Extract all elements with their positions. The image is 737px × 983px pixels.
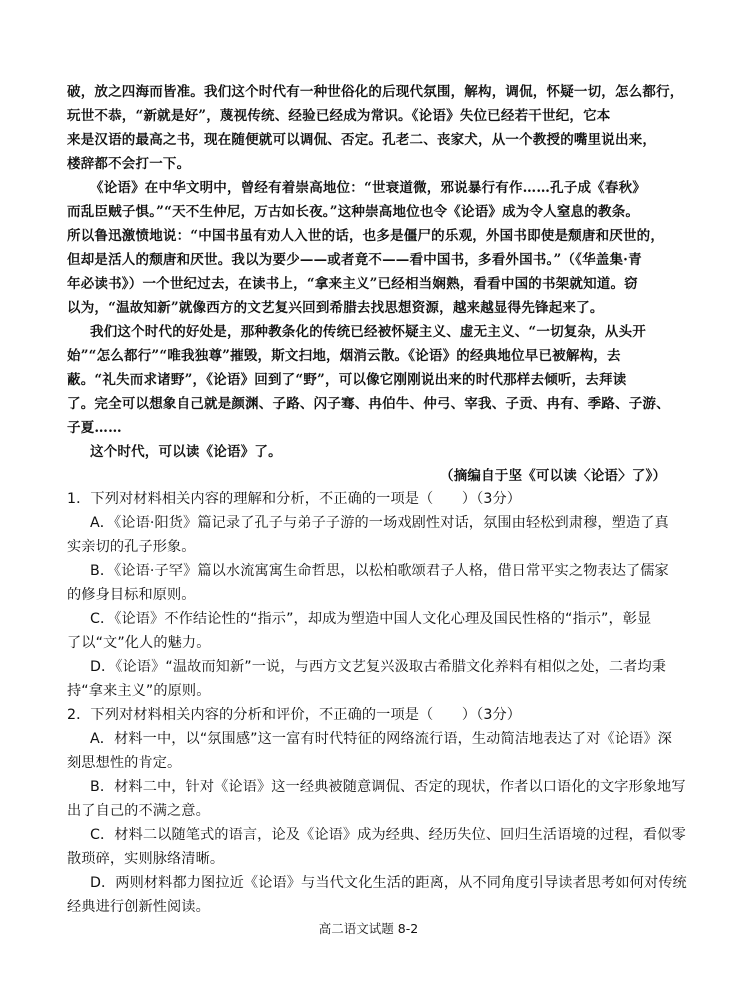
question-1-option-d: D．《论语》“温故而知新”一说，与西方文艺复兴汲取古希腊文化养料有相似之处，二者均秉 bbox=[90, 659, 667, 675]
question-1-option-c-cont: 了以“文”化人的魅力。 bbox=[67, 635, 211, 651]
question-1-option-c: C．《论语》不作结论性的“指示”，却成为塑造中国人文化心理及国民性格的“指示”，彰显 bbox=[90, 611, 652, 627]
material-line: 始”“怎么都行”“唯我独尊”摧毁，斯文扫地，烟消云散。《论语》的经典地位早已被解构，去 bbox=[67, 348, 621, 364]
material-line: 这个时代，可以读《论语》了。 bbox=[90, 444, 282, 460]
question-2-option-d: D．两则材料都力图拉近《论语》与当代文化生活的距离，从不同角度引导读者思考如何对传统 bbox=[90, 875, 687, 891]
question-2-option-a-cont: 刻思想性的肯定。 bbox=[67, 755, 182, 771]
material-line: 蔽。“礼失而求诸野”，《论语》回到了“野”，可以像它刚刚说出来的时代那样去倾听，去拜读 bbox=[67, 372, 627, 388]
question-1-option-a: A．《论语·阳货》篇记录了孔子与弟子子游的一场戏剧性对话，氛围由轻松到肃穆，塑造了真 bbox=[90, 515, 669, 531]
question-1-option-d-cont: 持“拿来主义”的原则。 bbox=[67, 683, 211, 699]
material-line: 《论语》在中华文明中，曾经有着崇高地位：“世衰道微，邪说暴行有作……孔子成《春秋》 bbox=[90, 180, 646, 196]
material-line: 所以鲁迅激愤地说：“中国书虽有劝人入世的话，也多是僵尸的乐观，外国书即使是颓唐和厌世的， bbox=[67, 228, 665, 244]
question-2-option-b: B．材料二中，针对《论语》这一经典被随意调侃、否定的现状，作者以口语化的文字形象地写 bbox=[90, 779, 686, 795]
question-2-option-c: C．材料二以随笔式的语言，论及《论语》成为经典、经历失位、回归生活语境的过程，看似零 bbox=[90, 827, 686, 843]
material-line: 玩世不恭，“新就是好”，蔑视传统、经验已经成为常识。《论语》失位已经若干世纪，它本 bbox=[67, 108, 611, 124]
question-2-option-c-cont: 散琐碎，实则脉络清晰。 bbox=[67, 851, 225, 867]
question-1-option-b-cont: 的修身目标和原则。 bbox=[67, 587, 196, 603]
material-line: 来是汉语的最高之书，现在随便就可以调侃、否定。孔老二、丧家犬，从一个教授的嘴里说出来， bbox=[67, 132, 657, 148]
material-line: 破，放之四海而皆准。我们这个时代有一种世俗化的后现代氛围，解构，调侃，怀疑一切，怎么都行， bbox=[67, 84, 684, 100]
question-2-option-a: A．材料一中，以“氛围感”这一富有时代特征的网络流行语，生动简洁地表达了对《论语》深 bbox=[90, 731, 672, 747]
question-2-option-b-cont: 出了自己的不满之意。 bbox=[67, 803, 210, 819]
material-line: 而乱臣贼子惧。”“天不生仲尼，万古如长夜。”这种崇高地位也令《论语》成为令人窒息的教条。 bbox=[67, 204, 640, 220]
question-2-option-d-cont: 经典进行创新性阅读。 bbox=[67, 899, 210, 915]
material-line: 子夏…… bbox=[67, 420, 122, 436]
question-1-stem: 1．下列对材料相关内容的理解和分析，不正确的一项是（ ）（3分） bbox=[67, 491, 522, 507]
question-1-option-a-cont: 实亲切的孔子形象。 bbox=[67, 539, 196, 555]
question-1-option-b: B．《论语·子罕》篇以水流寓寓生命哲思，以松柏歌颂君子人格，借日常平实之物表达了儒家 bbox=[90, 563, 669, 579]
material-line: 我们这个时代的好处是，那种教条化的传统已经被怀疑主义、虚无主义、“一切复杂，从头开 bbox=[90, 324, 646, 340]
page-footer: 高二语文试题 8-2 bbox=[318, 921, 419, 936]
material-source: （摘编自于坚《可以读〈论语〉了》） bbox=[440, 468, 667, 484]
material-line: 了。完全可以想象自己就是颜渊、子路、闪子骞、冉伯牛、仲弓、宰我、子贡、冉有、季路、子游、 bbox=[67, 396, 670, 412]
material-line: 但却是活人的颓唐和厌世。我以为要少——或者竟不——看中国书，多看外国书。”（《华盖集·青 bbox=[67, 252, 642, 268]
material-line: 以为，“温故知新”就像西方的文艺复兴回到希腊去找思想资源，越来越显得先锋起来了。 bbox=[67, 300, 604, 316]
material-line: 年必读书》）一个世纪过去，在读书上，“拿来主义”已经相当娴熟，看看中国的书架就知道。窃 bbox=[67, 276, 638, 292]
material-line: 楼辞都不会打一下。 bbox=[67, 156, 191, 172]
question-2-stem: 2．下列对材料相关内容的分析和评价，不正确的一项是（ ）（3分） bbox=[67, 707, 522, 723]
